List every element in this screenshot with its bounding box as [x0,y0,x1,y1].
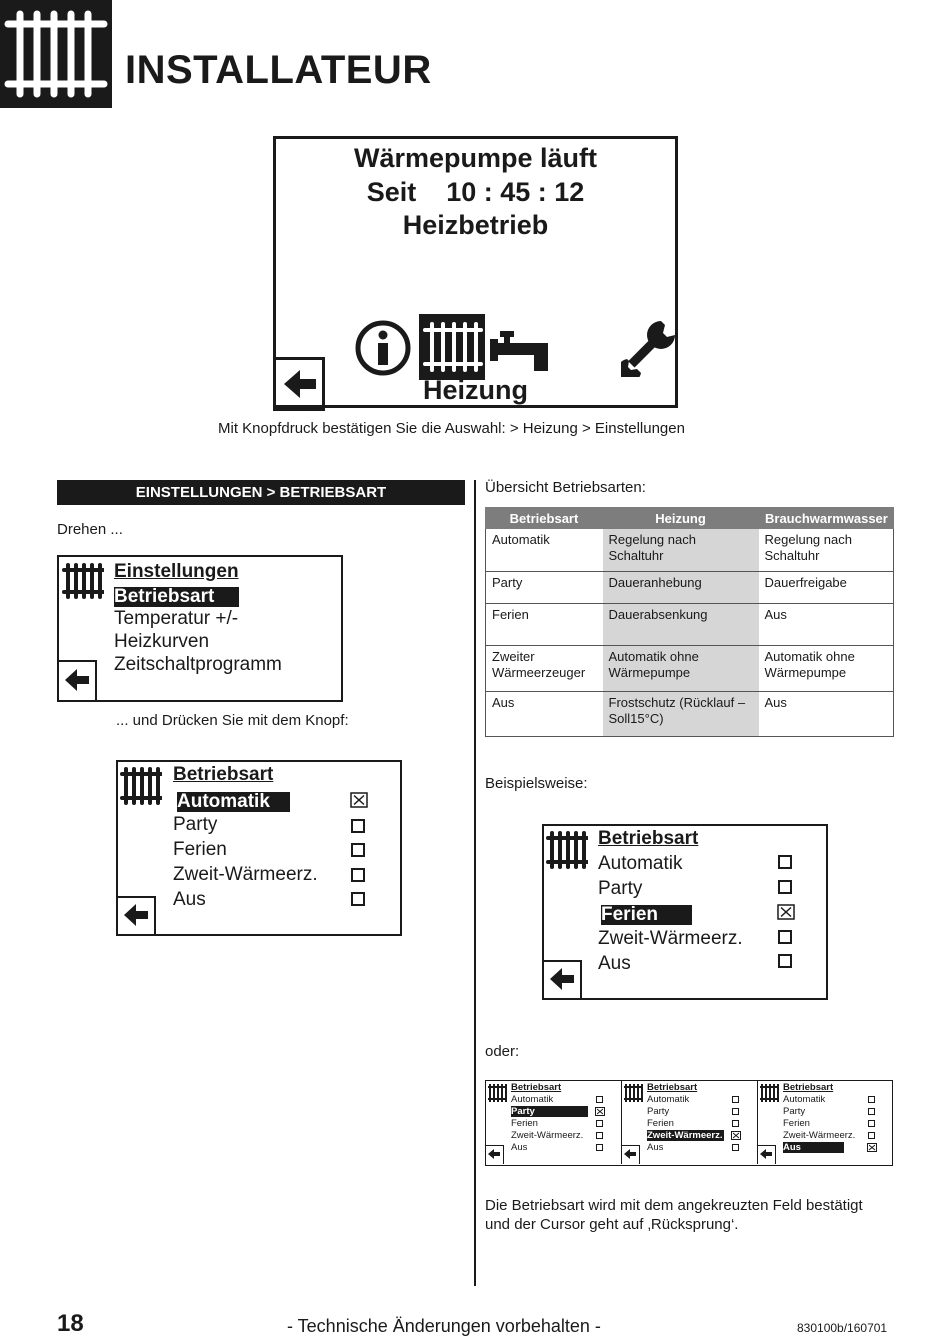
menu-item-betriebsart[interactable]: Betriebsart [114,587,239,607]
option-aus[interactable]: Aus [511,1142,528,1153]
mode-line: Heizbetrieb [402,210,549,240]
option-aus[interactable]: Aus [173,889,206,910]
checkbox[interactable] [732,1108,739,1115]
back-arrow-icon [758,1146,774,1162]
checkbox[interactable] [596,1096,603,1103]
runtime-line: Seit 10 : 45 : 12 [366,177,585,207]
table-cell: Ferien [486,604,603,646]
wrench-icon[interactable] [621,319,677,377]
table-cell: Frostschutz (Rücklauf –Soll15°C) [603,692,759,737]
menu-item-temperatur[interactable]: Temperatur +/- [114,608,239,629]
table-cell: Automatik ohne Wärmepumpe [603,646,759,692]
option-ferien[interactable]: Ferien [647,1118,674,1129]
checkbox[interactable] [596,1120,603,1127]
checkbox[interactable] [596,1144,603,1151]
checkbox[interactable] [868,1108,875,1115]
mini-menus-strip [485,1080,893,1166]
info-icon[interactable] [354,319,412,377]
checkbox[interactable] [778,855,792,869]
checked-box-icon[interactable] [731,1131,741,1140]
back-arrow-icon [118,898,152,932]
closing-text-line-1: Die Betriebsart wird mit dem angekreuzten Feld bestätigt [485,1197,863,1214]
mini-menu-aus [758,1081,891,1164]
back-arrow-icon [59,662,93,698]
radiator-icon [546,830,588,870]
radiator-icon [623,1083,643,1103]
menu-title: Betriebsart [647,1082,698,1093]
option-automatik[interactable]: Automatik [647,1094,690,1105]
step-turn-text: Drehen ... [57,521,123,538]
menu-title: Betriebsart [511,1082,562,1093]
option-ferien[interactable]: Ferien [783,1118,810,1129]
back-button[interactable] [544,960,582,998]
radiator-icon [0,0,112,108]
radiator-icon [759,1083,779,1103]
menu-title: Einstellungen [114,561,239,582]
back-arrow-icon [544,962,578,996]
faucet-icon[interactable] [488,329,550,379]
closing-text-line-2: und der Cursor geht auf ‚Rücksprung‘. [485,1216,739,1233]
checked-box-icon[interactable] [867,1143,877,1152]
option-party[interactable]: Party [783,1106,806,1117]
table-cell: Party [486,572,603,604]
checkbox[interactable] [351,892,365,906]
option-party[interactable]: Party [511,1106,588,1117]
table-row [486,572,894,604]
checkbox[interactable] [732,1120,739,1127]
header-logo [0,0,112,108]
checkbox[interactable] [732,1096,739,1103]
checkbox[interactable] [778,954,792,968]
table-cell: Aus [759,604,894,646]
option-party[interactable]: Party [647,1106,670,1117]
option-ferien[interactable]: Ferien [511,1118,538,1129]
option-zweit-waermeerz[interactable]: Zweit-Wärmeerz. [511,1130,584,1141]
option-aus[interactable]: Aus [783,1142,844,1153]
back-button[interactable] [118,896,156,934]
table-cell: Regelung nach Schaltuhr [603,529,759,572]
checkbox[interactable] [778,880,792,894]
section-heading: EINSTELLUNGEN > BETRIEBSART [57,480,465,505]
checked-box-icon[interactable] [350,792,368,808]
footer-note: - Technische Änderungen vorbehalten - [287,1316,601,1336]
back-button[interactable] [486,1145,504,1164]
or-label: oder: [485,1043,520,1060]
table-cell: Zweiter Wärmeerzeuger [486,646,603,692]
option-automatik[interactable]: Automatik [783,1094,826,1105]
selected-function-label: Heizung [423,375,528,405]
option-zweit-waermeerz[interactable]: Zweit-Wärmeerz. [173,864,318,885]
checkbox[interactable] [868,1120,875,1127]
radiator-icon [419,314,485,380]
table-row [486,646,894,692]
column-divider [474,480,476,1286]
menu-title: Betriebsart [173,764,274,785]
menu-item-zeitschaltprogramm[interactable]: Zeitschaltprogramm [114,654,282,675]
modes-table [485,507,894,737]
example-menu-screen [542,824,828,1000]
table-row [486,529,894,572]
checkbox[interactable] [868,1096,875,1103]
checkbox[interactable] [868,1132,875,1139]
back-arrow-icon [486,1146,502,1162]
radiator-icon [62,562,104,600]
menu-title: Betriebsart [598,828,699,849]
document-code: 830100b/160701 [797,1321,888,1335]
radiator-icon [120,766,162,806]
option-party[interactable]: Party [173,814,218,835]
mini-menu-zweit-waermeerz [622,1081,758,1164]
heating-tile[interactable] [419,314,485,380]
settings-menu-screen [57,555,343,702]
checkbox[interactable] [351,819,365,833]
column-header: Betriebsart [486,508,603,529]
option-ferien[interactable]: Ferien [601,905,692,925]
main-display-screen [273,136,678,408]
option-zweit-waermeerz[interactable]: Zweit-Wärmeerz. [783,1130,856,1141]
page-title: INSTALLATEUR [125,48,432,92]
option-automatik[interactable]: Automatik [598,853,683,874]
option-zweit-waermeerz[interactable]: Zweit-Wärmeerz. [598,928,743,949]
table-row [486,692,894,737]
table-cell: Dauerabsenkung [603,604,759,646]
table-cell: Aus [486,692,603,737]
radiator-icon [487,1083,507,1103]
status-line: Wärmepumpe läuft [353,143,598,173]
table-cell: Regelung nach Schaltuhr [759,529,894,572]
table-cell: Aus [759,692,894,737]
back-button[interactable] [758,1145,776,1164]
back-arrow-icon [622,1146,638,1162]
betriebsart-menu-screen [116,760,402,936]
table-cell: Daueranhebung [603,572,759,604]
checked-box-icon[interactable] [595,1107,605,1116]
mini-menu-party [486,1081,622,1164]
option-aus[interactable]: Aus [647,1142,664,1153]
main-caption: Mit Knopfdruck bestätigen Sie die Auswahl: > Heizung > Einstellungen [218,420,685,437]
column-header: Brauchwarmwasser [759,508,894,529]
checkbox[interactable] [778,930,792,944]
checkbox[interactable] [732,1144,739,1151]
checkbox[interactable] [351,843,365,857]
table-row [486,604,894,646]
option-party[interactable]: Party [598,878,643,899]
checked-box-icon[interactable] [777,904,795,920]
option-zweit-waermeerz[interactable]: Zweit-Wärmeerz. [647,1130,723,1141]
checkbox[interactable] [596,1132,603,1139]
table-header-row [486,508,894,529]
menu-item-heizkurven[interactable]: Heizkurven [114,631,210,652]
back-button[interactable] [59,660,97,700]
option-automatik[interactable]: Automatik [511,1094,554,1105]
table-cell: Automatik ohne Wärmepumpe [759,646,894,692]
table-cell: Automatik [486,529,603,572]
menu-title: Betriebsart [783,1082,834,1093]
column-header: Heizung [603,508,759,529]
option-aus[interactable]: Aus [598,953,631,974]
checkbox[interactable] [351,868,365,882]
overview-title: Übersicht Betriebsarten: [485,479,646,496]
example-label: Beispielsweise: [485,775,588,792]
page-number: 18 [57,1310,84,1337]
back-button[interactable] [622,1145,640,1164]
step-press-text: ... und Drücken Sie mit dem Knopf: [116,712,349,729]
option-automatik[interactable]: Automatik [177,792,290,812]
option-ferien[interactable]: Ferien [173,839,227,860]
table-cell: Dauerfreigabe [759,572,894,604]
